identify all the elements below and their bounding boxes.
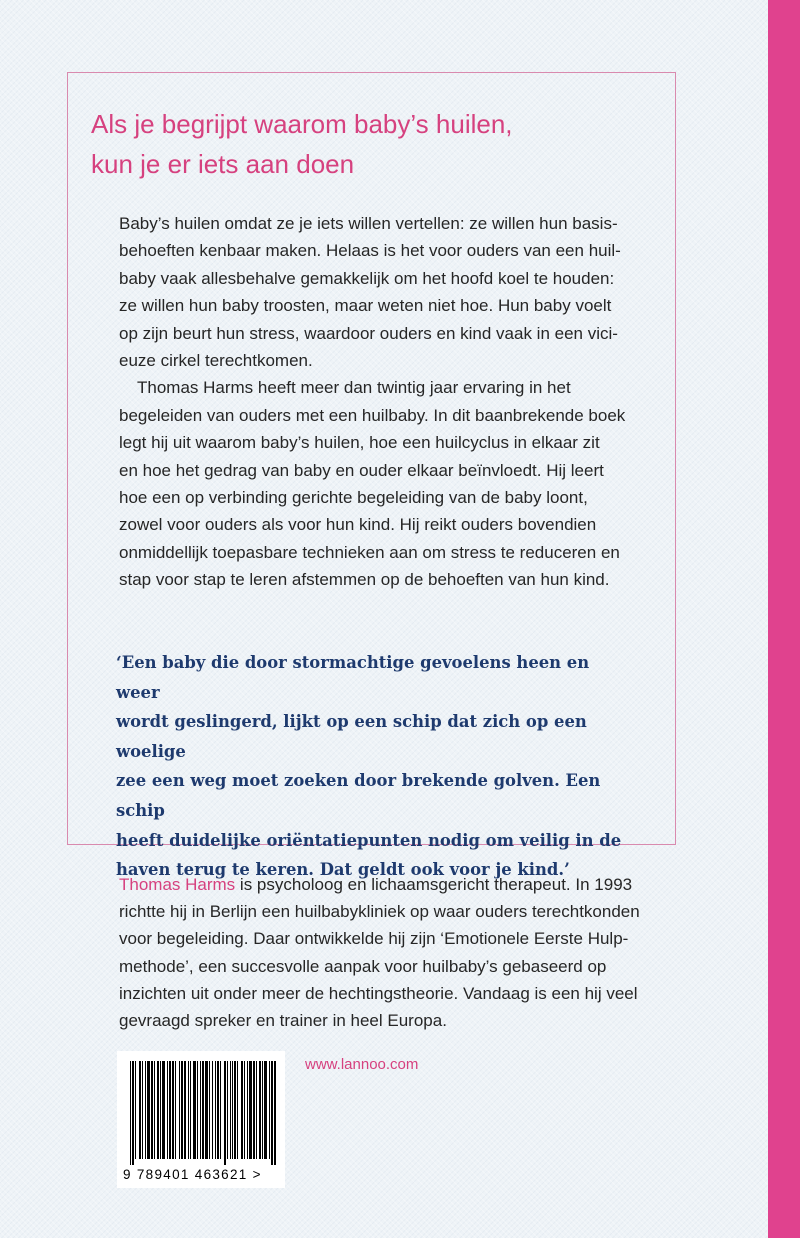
bio-line: gevraagd spreker en trainer in heel Europa. xyxy=(119,1011,447,1031)
barcode-bar xyxy=(253,1061,255,1159)
barcode-bar xyxy=(188,1061,189,1159)
barcode-bar xyxy=(184,1061,186,1159)
blurb-body xyxy=(119,210,639,594)
headline-line: Als je begrijpt waarom baby’s huilen, xyxy=(91,109,513,139)
blurb-paragraph-2 xyxy=(119,374,639,593)
text-line: en hoe het gedrag van baby en ouder elkaar beïnvloedt. Hij leert xyxy=(119,460,604,480)
barcode-bar xyxy=(271,1061,273,1165)
text-line: Thomas Harms heeft meer dan twintig jaar ervaring in het xyxy=(137,378,571,398)
bio-line: inzichten uit onder meer de hechtingstheorie. Vandaag is een hij veel xyxy=(119,983,638,1003)
barcode-bar xyxy=(147,1061,150,1159)
isbn-number: 9 789401 463621 > xyxy=(123,1167,262,1182)
barcode-bar xyxy=(179,1061,180,1159)
barcode-bar xyxy=(142,1061,143,1159)
barcode-bar xyxy=(220,1061,221,1159)
headline xyxy=(91,104,651,184)
barcode-bar xyxy=(181,1061,183,1159)
barcode-bar xyxy=(244,1061,245,1159)
bio-line: methode’, een succesvolle aanpak voor huilbaby’s gebaseerd op xyxy=(119,956,607,976)
barcode-bar xyxy=(193,1061,196,1159)
barcode-bar xyxy=(230,1061,231,1159)
text-line: legt hij uit waarom baby’s huilen, hoe een huilcyclus in elkaar zit xyxy=(119,433,600,453)
pull-quote xyxy=(116,648,636,885)
bio-line: richtte hij in Berlijn een huilbabykliniek op waar ouders terechtkonden xyxy=(119,902,640,922)
barcode-bar xyxy=(269,1061,270,1159)
barcode-bar xyxy=(241,1061,243,1159)
text-line: begeleiden van ouders met een huilbaby. In dit baanbrekende boek xyxy=(119,405,626,425)
barcode-bar xyxy=(132,1061,134,1165)
barcode-bar xyxy=(224,1061,226,1165)
barcode-bar xyxy=(215,1061,216,1159)
barcode-bar xyxy=(160,1061,161,1159)
text-line: behoeften kenbaar maken. Helaas is het voor ouders van een huil- xyxy=(119,241,621,261)
barcode-bar xyxy=(139,1061,141,1159)
barcode-bar xyxy=(172,1061,174,1159)
barcode-bar xyxy=(190,1061,191,1159)
barcode-bar xyxy=(232,1061,233,1159)
text-line: Baby’s huilen omdat ze je iets willen vertellen: ze willen hun basis- xyxy=(119,214,618,233)
barcode-bar xyxy=(162,1061,165,1159)
text-line: stap voor stap te leren afstemmen op de behoeften van hun kind. xyxy=(119,570,610,590)
barcode-bar xyxy=(212,1061,213,1159)
barcode-bar xyxy=(274,1061,276,1165)
blurb-paragraph-1 xyxy=(119,210,639,374)
quote-line: zee een weg moet zoeken door brekende golven. Een schip xyxy=(116,771,601,820)
barcode-bar xyxy=(259,1061,261,1159)
barcode-bar xyxy=(167,1061,168,1159)
text-line: euze cirkel terechtkomen. xyxy=(119,351,313,371)
barcode-bar xyxy=(175,1061,176,1159)
barcode-bar xyxy=(197,1061,198,1159)
text-line: op zijn beurt hun stress, waardoor ouders en kind vaak in een vici- xyxy=(119,323,618,343)
barcode-bar xyxy=(209,1061,210,1159)
barcode-bar xyxy=(135,1061,136,1159)
barcode-bar xyxy=(217,1061,219,1159)
barcode-bar xyxy=(130,1061,131,1165)
barcode-bar xyxy=(262,1061,263,1159)
text-line: baby vaak allesbehalve gemakkelijk om het hoofd koel te houden: xyxy=(119,268,615,288)
quote-line: heeft duidelijke oriëntatiepunten nodig om veilig in de xyxy=(116,830,622,850)
isbn-barcode xyxy=(117,1051,285,1188)
barcode-bar xyxy=(202,1061,204,1159)
quote-line: wordt geslingerd, lijkt op een schip dat zich op een woelige xyxy=(116,712,587,761)
quote-line: ‘Een baby die door stormachtige gevoelens heen en weer xyxy=(116,653,590,702)
text-line: onmiddellijk toepasbare technieken aan om stress te reduceren en xyxy=(119,542,620,562)
barcode-bar xyxy=(234,1061,236,1159)
barcode-bar xyxy=(145,1061,146,1159)
barcode-bar xyxy=(169,1061,171,1159)
author-bio xyxy=(119,871,649,1034)
author-name: Thomas Harms xyxy=(119,875,236,894)
barcode-bar xyxy=(151,1061,153,1159)
text-line: zowel voor ouders als voor hun kind. Hij reikt ouders bovendien xyxy=(119,515,597,535)
barcode-bar xyxy=(157,1061,159,1159)
text-line: hoe een op verbinding gerichte begeleiding van de baby loont, xyxy=(119,488,588,508)
headline-line: kun je er iets aan doen xyxy=(91,149,355,179)
bio-line: voor begeleiding. Daar ontwikkelde hij zijn ‘Emotionele Eerste Hulp- xyxy=(119,929,629,949)
book-spine xyxy=(768,0,800,1238)
publisher-website[interactable]: www.lannoo.com xyxy=(305,1056,419,1073)
barcode-bar xyxy=(256,1061,257,1159)
barcode-bar xyxy=(264,1061,267,1159)
barcode-bar xyxy=(200,1061,201,1159)
text-line: ze willen hun baby troosten, maar weten niet hoe. Hun baby voelt xyxy=(119,296,612,316)
barcode-bar xyxy=(227,1061,228,1159)
barcode-bar xyxy=(249,1061,252,1159)
quote-line: haven terug te keren. Dat geldt ook voor je kind.’ xyxy=(116,860,570,880)
barcode-bar xyxy=(237,1061,238,1159)
barcode-bar xyxy=(205,1061,208,1159)
barcode-bar xyxy=(247,1061,248,1159)
bio-first-line: is psycholoog en lichaamsgericht therapeut. In 1993 xyxy=(235,875,633,894)
barcode-bar xyxy=(154,1061,155,1159)
